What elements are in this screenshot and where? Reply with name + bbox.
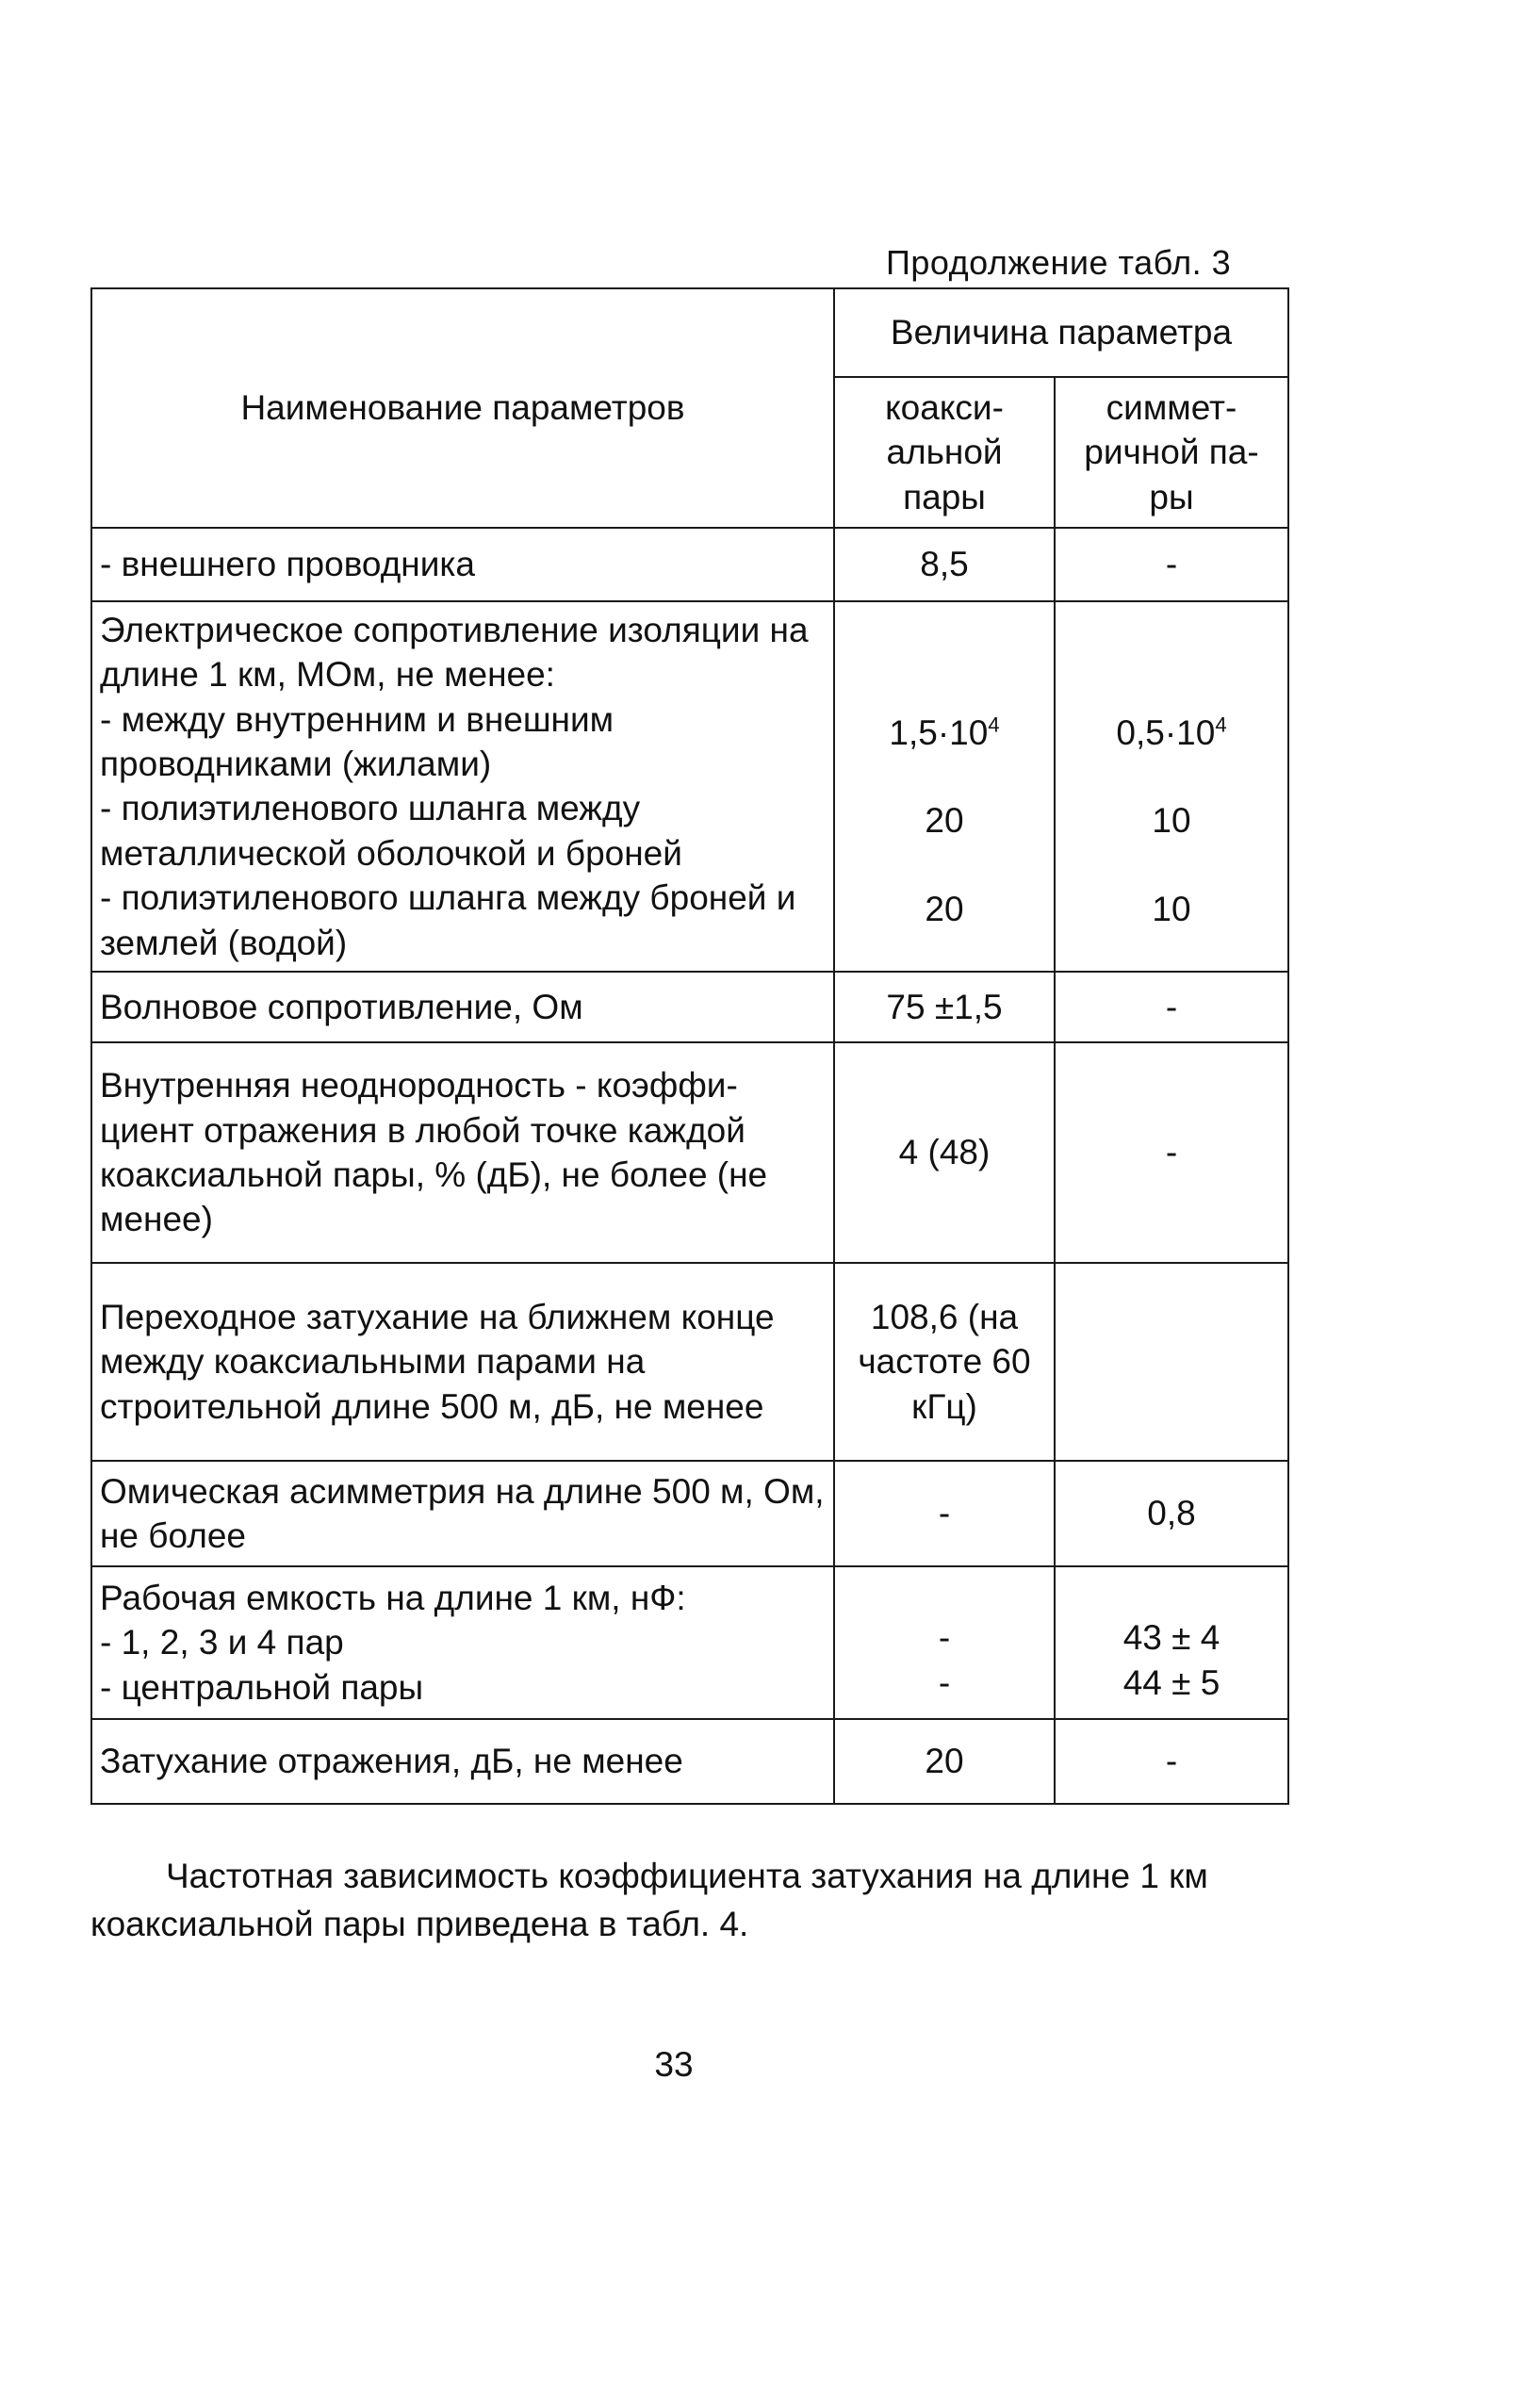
capacitance-line-2: - центральной пары (100, 1667, 424, 1707)
row-name (91, 601, 834, 972)
table-row (91, 1263, 1288, 1461)
row-symm-value: - (1055, 972, 1288, 1042)
table-row (91, 601, 1288, 972)
row-symm-value: 0,8 (1055, 1461, 1288, 1566)
header-coaxial-pair: коакси-альной пары (834, 377, 1055, 528)
insulation-symm-1: $0,5\cdot 10^4$ (1116, 712, 1227, 752)
row-coax-value (834, 1566, 1055, 1719)
table-row (91, 972, 1288, 1042)
insulation-coax-2: 20 (925, 801, 964, 841)
row-symm-value (1055, 601, 1288, 972)
capacitance-coax-1: - (938, 1618, 951, 1658)
insulation-line-3: - полиэтиленового шланга между броней и землей (водой) (100, 878, 796, 962)
header-parameter-name: Наименование параметров (91, 288, 834, 528)
row-coax-value: 108,6 (на частоте 60 кГц) (834, 1263, 1055, 1461)
insulation-coax-1: $1,5\cdot 10^4$ (889, 712, 1000, 752)
insulation-coax-3: 20 (925, 889, 964, 928)
note-paragraph: Частотная зависимость коэффициента затухания на длине 1 км коаксиальной пары приведена в табл. 4. (90, 1857, 1208, 1944)
row-symm-value: - (1055, 1719, 1288, 1804)
row-name: Затухание отражения, дБ, не менее (91, 1719, 834, 1804)
row-name: - внешнего проводника (91, 528, 834, 601)
insulation-symm-2: 10 (1152, 801, 1191, 841)
row-coax-value: 4 (48) (834, 1042, 1055, 1263)
capacitance-coax-2: - (938, 1662, 951, 1702)
table-row (91, 1042, 1288, 1263)
page-number: 33 (654, 2045, 694, 2084)
row-coax-value: - (834, 1461, 1055, 1566)
row-name: Внутренняя неоднородность - коэффи-циент отражения в любой точке каждой коаксиальной пары, % (дБ), не более (не менее) (91, 1042, 834, 1263)
row-name: Омическая асимметрия на длине 500 м, Ом, не более (91, 1461, 834, 1566)
header-symmetric-pair: симмет-ричной па-ры (1055, 377, 1288, 528)
row-coax-value (834, 601, 1055, 972)
capacitance-symm-1: 43 ± 4 (1122, 1618, 1221, 1658)
table-row (91, 1566, 1288, 1719)
row-symm-value: - (1055, 528, 1288, 601)
insulation-line-2: - полиэтиленового шланга между металлической оболочкой и броней (100, 789, 682, 873)
row-coax-value: 20 (834, 1719, 1055, 1804)
capacitance-symm-2: 44 ± 5 (1122, 1662, 1221, 1702)
table-header-row (91, 288, 1288, 377)
table-row (91, 528, 1288, 601)
row-symm-value (1055, 1263, 1288, 1461)
table-continuation-label: Продолжение табл. 3 (886, 243, 1232, 282)
insulation-symm-3: 10 (1152, 889, 1191, 928)
row-symm-value (1055, 1566, 1288, 1719)
row-name: Волновое сопротивление, Ом (91, 972, 834, 1042)
capacitance-line-1: - 1, 2, 3 и 4 пар (100, 1623, 344, 1662)
insulation-title: Электрическое сопротивление изоляции на длине 1 км, МОм, не менее: (100, 611, 809, 695)
insulation-line-1: - между внутренним и внешним проводниками (жилами) (100, 699, 614, 784)
table-row (91, 1461, 1288, 1566)
capacitance-title: Рабочая емкость на длине 1 км, нФ: (100, 1578, 686, 1617)
table-row (91, 1719, 1288, 1804)
row-symm-value: - (1055, 1042, 1288, 1263)
row-name (91, 1566, 834, 1719)
parameters-table (90, 287, 1289, 1805)
header-parameter-value: Величина параметра (834, 288, 1288, 377)
row-coax-value: 8,5 (834, 528, 1055, 601)
row-coax-value: 75 ±1,5 (834, 972, 1055, 1042)
row-name: Переходное затухание на ближнем конце между коаксиальными парами на строительной длине 500 м, дБ, не менее (91, 1263, 834, 1461)
